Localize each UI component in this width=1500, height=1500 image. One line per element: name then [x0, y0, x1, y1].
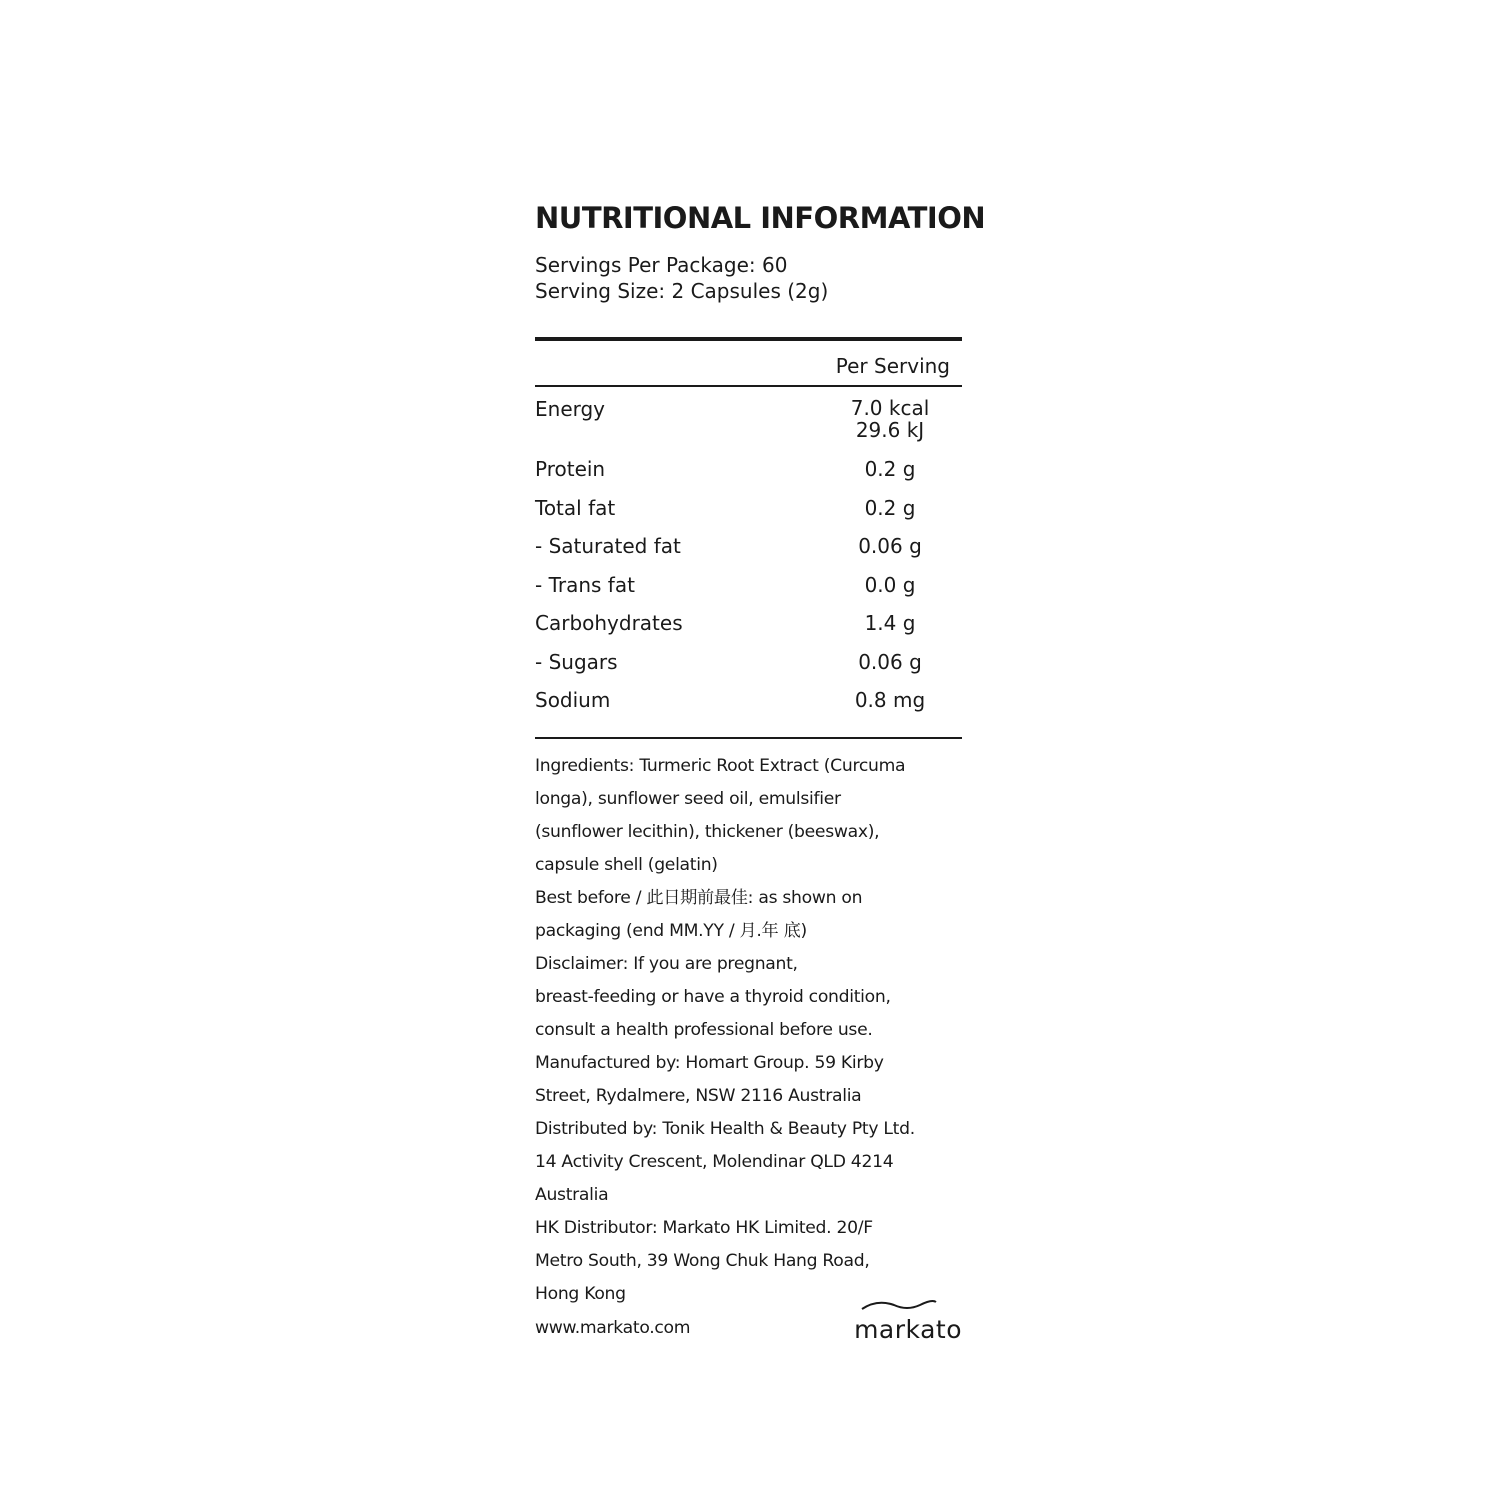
disclaimer-text: Disclaimer: If you are pregnant, breast-feeding or have a thyroid condition, consult a health professional before use.	[535, 953, 891, 1040]
nutrient-label: Total fat	[535, 495, 616, 520]
markato-logo	[832, 1295, 962, 1345]
nutrient-row-sugars	[535, 648, 962, 687]
serving-size: Serving Size: 2 Capsules (2g)	[535, 279, 829, 303]
nutrient-value: 0.8 mg	[854, 688, 926, 712]
nutrient-row-saturated-fat	[535, 532, 962, 571]
best-before-text: Best before / 此日期前最佳: as shown on packaging (end MM.YY / 月.年 底)	[535, 887, 863, 941]
nutrient-value: 0.0 g	[864, 572, 916, 597]
nutrient-row-trans-fat	[535, 571, 962, 610]
nutrient-value: 0.2 g	[864, 457, 916, 481]
distributor-text: Distributed by: Tonik Health & Beauty Pty Ltd. 14 Activity Crescent, Molendinar QLD 4214 Australia	[535, 1118, 915, 1205]
nutrient-value: 0.06 g	[858, 534, 922, 558]
column-header-row	[535, 341, 962, 385]
nutrient-row-total-fat	[535, 494, 962, 533]
nutrient-label: - Sugars	[535, 649, 618, 674]
nutrient-value: 0.2 g	[864, 495, 916, 520]
manufacturer-text: Manufactured by: Homart Group. 59 Kirby Street, Rydalmere, NSW 2116 Australia	[535, 1052, 884, 1106]
website-link[interactable]: www.markato.com	[535, 1317, 691, 1338]
nutrient-row-energy	[535, 395, 962, 455]
divider-bottom	[535, 737, 962, 739]
product-info	[535, 750, 962, 1311]
per-serving-header: Per Serving	[835, 354, 950, 378]
nutrient-label: Carbohydrates	[535, 611, 683, 635]
nutrient-value: 1.4 g	[864, 611, 916, 635]
wave-icon	[832, 1295, 962, 1317]
energy-kj: 29.6 kJ	[855, 418, 925, 442]
logo-wordmark: markato	[854, 1314, 962, 1344]
nutrient-row-carbohydrates	[535, 609, 962, 648]
nutrient-row-sodium	[535, 686, 962, 725]
footer	[535, 1311, 962, 1345]
nutrient-label: Protein	[535, 457, 606, 481]
nutrition-label	[535, 200, 986, 1345]
nutrient-table	[535, 387, 962, 737]
nutrient-label: - Saturated fat	[535, 534, 681, 558]
nutrient-row-protein	[535, 455, 962, 494]
nutrient-label: - Trans fat	[535, 572, 635, 597]
nutrient-value: 0.06 g	[858, 649, 922, 674]
hk-distributor-text: HK Distributor: Markato HK Limited. 20/F Metro South, 39 Wong Chuk Hang Road, Hong Kong	[535, 1217, 873, 1304]
nutrient-label: Energy	[535, 397, 606, 421]
energy-kcal: 7.0 kcal	[850, 396, 930, 420]
ingredients-text: Ingredients: Turmeric Root Extract (Curcuma longa), sunflower seed oil, emulsifier (sunflower lecithin), thickener (beeswax), capsule shell (gelatin)	[535, 755, 906, 875]
nutrient-label: Sodium	[535, 688, 611, 712]
servings-per-package: Servings Per Package: 60	[535, 253, 788, 277]
serving-info	[535, 252, 962, 304]
label-title: NUTRITIONAL INFORMATION	[535, 201, 986, 235]
nutrient-value	[825, 397, 955, 441]
